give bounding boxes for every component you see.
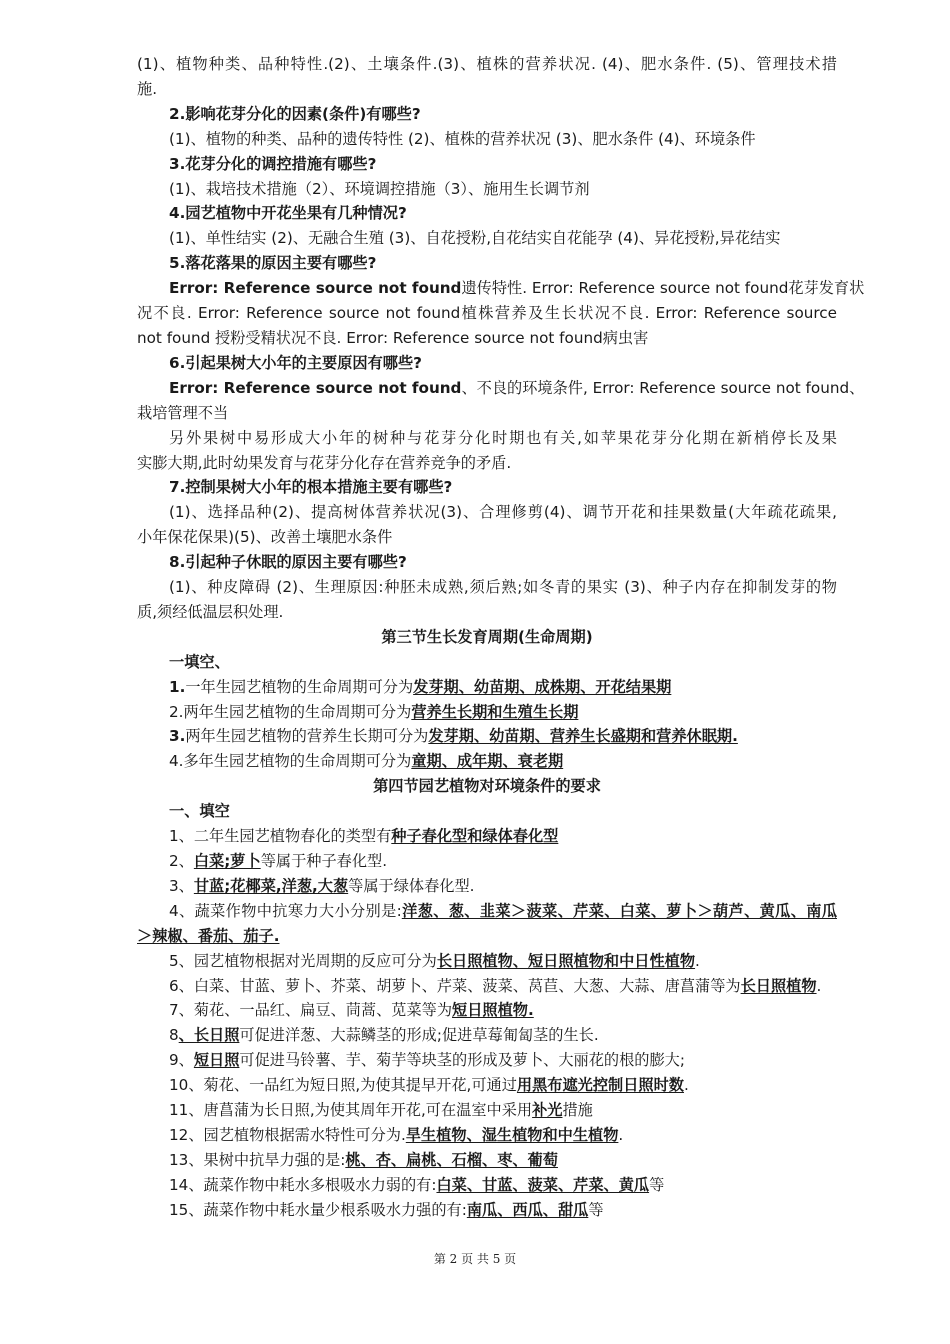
item-answer: 白菜、甘蓝、菠菜、芹菜、黄瓜	[436, 1175, 650, 1194]
item-text: 11、唐菖蒲为长日照,为使其周年开花,可在温室中采用	[169, 1101, 533, 1120]
item-answer: 种子春化型和绿体春化型	[391, 827, 559, 846]
item-text: 可促进洋葱、大蒜鳞茎的形成;促进草莓匍匐茎的生长.	[239, 1026, 599, 1045]
q8-title: 8.引起种子休眠的原因主要有哪些?	[169, 553, 407, 572]
item-answer: 白菜;萝卜	[193, 852, 261, 870]
item-text: 1、二年生园艺植物春化的类型有	[169, 827, 392, 846]
item-answer: 发芽期、幼苗期、成株期、开花结果期	[413, 677, 672, 696]
q3-answer: (1)、栽培技术措施（2）、环境调控措施（3）、施用生长调节剂	[169, 179, 590, 198]
q6-answer-text: 、不良的环境条件, Error: Reference source not found、	[461, 378, 865, 397]
section4-item-10	[137, 1073, 837, 1098]
item-answer: 补光	[532, 1101, 563, 1120]
section4-item-7	[137, 998, 837, 1023]
item-answer: 长日照植物	[740, 976, 817, 995]
q2-title: 2.影响花芽分化的因素(条件)有哪些?	[169, 104, 421, 123]
section4-subheading: 一、填空	[169, 802, 230, 821]
item-text: 7、菊花、一品红、扁豆、茼蒿、苋菜等为	[169, 1001, 453, 1020]
q1-answer-line-2: 施.	[137, 79, 158, 98]
item-number: 2、	[169, 852, 194, 870]
item-answer: 用黑布遮光控制日照时数	[516, 1076, 684, 1095]
q7-answer-line-2: 小年保花保果)(5)、改善土壤肥水条件	[137, 528, 393, 547]
q4-title: 4.园艺植物中开花坐果有几种情况?	[169, 204, 407, 223]
item-number: 8	[169, 1026, 179, 1045]
section4-item-15	[137, 1198, 837, 1223]
item-text: 13、果树中抗旱力强的是:	[169, 1150, 346, 1169]
item-answer: 旱生植物、湿生植物和中生植物	[405, 1125, 619, 1144]
section3-item-1	[137, 675, 837, 700]
item-answer: 短日照植物.	[452, 1001, 534, 1020]
item-answer: 发芽期、幼苗期、营养生长盛期和营养休眠期.	[428, 727, 738, 746]
item-text: 5、园艺植物根据对光周期的反应可分为	[169, 951, 437, 970]
item-text: 一年生园艺植物的生命周期可分为	[185, 677, 414, 696]
item-text: 2.两年生园艺植物的生命周期可分为	[169, 702, 412, 721]
item-answer: 南瓜、西瓜、甜瓜	[466, 1200, 589, 1219]
section4-item-11	[137, 1098, 837, 1123]
q6-title: 6.引起果树大小年的主要原因有哪些?	[169, 353, 422, 372]
q5-answer-line-1	[137, 276, 865, 301]
item-text: 4.多年生园艺植物的生命周期可分为	[169, 752, 412, 771]
q1-answer-line-1: (1)、植物种类、品种特性.(2)、土壤条件.(3)、植株的营养状况. (4)、肥水条件. (5)、管理技术措	[137, 55, 837, 73]
q3-title: 3.花芽分化的调控措施有哪些?	[169, 154, 377, 173]
item-number: 9、	[169, 1051, 194, 1070]
item-answer: ＞辣椒、番茄、茄子.	[137, 926, 280, 945]
q6-paragraph-line-1: 另外果树中易形成大小年的树种与花芽分化时期也有关,如苹果花芽分化期在新梢停长及果	[169, 428, 837, 447]
section4-item-2	[137, 849, 837, 874]
q6-answer-line-1	[137, 376, 865, 401]
item-text: 等属于种子春化型.	[260, 852, 388, 870]
item-end: 等	[649, 1175, 665, 1194]
section4-item-4-line-1	[137, 899, 837, 924]
item-text: 12、园艺植物根据需水特性可分为.	[169, 1125, 406, 1144]
item-text: 可促进马铃薯、芋、菊芋等块茎的形成及萝卜、大丽花的根的膨大;	[239, 1051, 685, 1070]
q5-answer-text: 遗传特性. Error: Reference source not found花芽发育状	[461, 279, 865, 298]
q5-error-ref: Error: Reference source not found	[169, 279, 462, 298]
page-footer: 第 2 页 共 5 页	[433, 1252, 517, 1266]
item-end: 措施	[562, 1101, 593, 1120]
section4-item-6	[137, 974, 837, 999]
item-end: .	[816, 976, 822, 995]
section3-subheading: 一填空、	[169, 652, 230, 671]
item-answer: 、长日照	[178, 1026, 240, 1045]
section4-heading: 第四节园艺植物对环境条件的要求	[373, 777, 601, 796]
q5-answer-line-2: 况不良. Error: Reference source not found植株营养及生长状况不良. Error: Reference source	[137, 304, 837, 323]
section4-item-8	[137, 1023, 837, 1048]
item-end: 等	[588, 1200, 604, 1219]
q6-paragraph-line-2: 实膨大期,此时幼果发育与花芽分化存在营养竞争的矛盾.	[137, 453, 512, 472]
q2-answer: (1)、植物的种类、品种的遗传特性 (2)、植株的营养状况 (3)、肥水条件 (4)、环境条件	[169, 129, 756, 148]
section3-item-2	[137, 700, 837, 725]
q6-error-ref: Error: Reference source not found	[169, 378, 462, 397]
section4-item-1	[137, 824, 837, 849]
section3-item-4	[137, 749, 837, 774]
section4-item-14	[137, 1173, 837, 1198]
section3-item-3	[137, 724, 837, 749]
q8-answer-line-1: (1)、种皮障碍 (2)、生理原因:种胚未成熟,须后熟;如冬青的果实 (3)、种子内存在抑制发芽的物	[169, 578, 837, 597]
q7-title: 7.控制果树大小年的根本措施主要有哪些?	[169, 478, 453, 497]
q6-answer-line-2: 栽培管理不当	[137, 403, 229, 422]
item-end: .	[683, 1076, 689, 1095]
section4-item-3	[137, 874, 837, 899]
item-number: 1.	[169, 677, 186, 696]
page-body	[137, 52, 865, 1223]
section3-heading: 第三节生长发育周期(生命周期)	[381, 627, 593, 646]
item-answer: 长日照植物、短日照植物和中日性植物	[436, 951, 696, 970]
item-end: .	[695, 951, 700, 970]
item-text: 15、蔬菜作物中耗水量少根系吸水力强的有:	[169, 1200, 467, 1219]
item-number: 3、	[169, 876, 194, 895]
item-answer: 洋葱、葱、韭菜＞菠菜、芹菜、白菜、萝卜＞葫芦、黄瓜、南瓜	[401, 901, 838, 920]
item-number: 3.	[169, 727, 186, 746]
item-answer: 甘蓝;花椰菜,洋葱,大葱	[193, 876, 349, 895]
q4-answer: (1)、单性结实 (2)、无融合生殖 (3)、自花授粉,自花结实自花能孕 (4)、异花授粉,异花结实	[169, 229, 781, 248]
section4-item-5	[137, 949, 837, 974]
q8-answer-line-2: 质,须经低温层积处理.	[137, 602, 284, 621]
section4-item-13	[137, 1148, 837, 1173]
item-text: 两年生园艺植物的营养生长期可分为	[185, 727, 429, 746]
item-text: 等属于绿体春化型.	[348, 876, 475, 895]
item-text: 10、菊花、一品红为短日照,为使其提早开花,可通过	[169, 1076, 517, 1095]
item-text: 6、白菜、甘蓝、萝卜、芥菜、胡萝卜、芹菜、菠菜、莴苣、大葱、大蒜、唐菖蒲等为	[169, 976, 741, 995]
q7-answer-line-1: (1)、选择品种(2)、提高树体营养状况(3)、合理修剪(4)、调节开花和挂果数量(大年疏花疏果,	[169, 503, 837, 522]
q5-answer-line-3: not found 授粉受精状况不良. Error: Reference source not found病虫害	[137, 328, 649, 347]
item-text: 14、蔬菜作物中耗水多根吸水力弱的有:	[169, 1175, 437, 1194]
item-text: 4、蔬菜作物中抗寒力大小分别是:	[169, 901, 402, 920]
item-answer: 桃、杏、扁桃、石榴、枣、葡萄	[345, 1150, 558, 1169]
section4-item-9	[137, 1048, 837, 1073]
section4-item-4-line-2	[137, 924, 837, 949]
item-answer: 营养生长期和生殖生长期	[411, 702, 579, 721]
item-answer: 童期、成年期、衰老期	[411, 752, 564, 771]
q5-title: 5.落花落果的原因主要有哪些?	[169, 254, 377, 273]
item-end: .	[618, 1125, 624, 1144]
item-answer: 短日照	[193, 1051, 240, 1070]
section4-item-12	[137, 1123, 837, 1148]
